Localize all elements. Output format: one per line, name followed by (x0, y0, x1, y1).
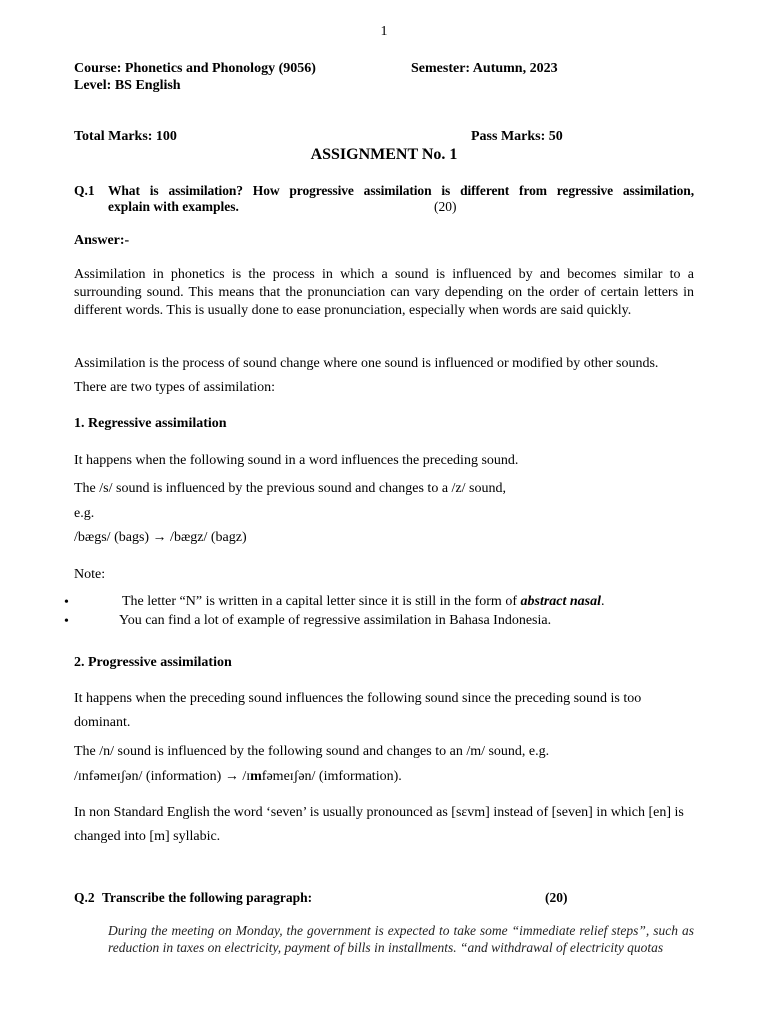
q2-paragraph: During the meeting on Monday, the government is expected to take some “immediate relief steps”, such as reduction in taxes on electricity, payment of bills in installments. “and withdrawal of electricity quotas (108, 923, 694, 955)
q1-question-line2: explain with examples. (108, 199, 239, 214)
progressive-example-m: m (250, 769, 262, 784)
note-bullet-2: You can find a lot of example of regressive assimilation in Bahasa Indonesia. (119, 613, 552, 628)
answer-paragraph-2: Assimilation is the process of sound change where one sound is influenced or modified by other sounds. There are two types of assimilation: (74, 356, 659, 395)
note-bullet-1 (122, 594, 605, 610)
pass-marks: Pass Marks: 50 (471, 129, 563, 144)
page-number: 1 (380, 24, 388, 39)
assignment-title: ASSIGNMENT No. 1 (310, 146, 458, 163)
q1-question-line1: What is assimilation? How progressive assimilation is different from regressive assimilation, (108, 183, 694, 198)
progressive-line-1: It happens when the preceding sound influences the following sound since the preceding sound is too dominant. (74, 691, 642, 730)
course-label: Course: Phonetics and Phonology (9056) (74, 61, 316, 76)
progressive-line-3: In non Standard English the word ‘seven’ is usually pronounced as [sɛvm] instead of [seven] in which [en] is changed into [m] syllabic. (74, 805, 684, 844)
q2-question: Transcribe the following paragraph: (102, 890, 313, 905)
q1-marks: (20) (434, 199, 457, 214)
abstract-nasal-emphasis: abstract nasal (520, 594, 602, 609)
note-bullet-1-end: . (601, 594, 605, 609)
bullet-marker: • (64, 614, 69, 629)
progressive-example-start: /ɪnfəmeɪʃən/ (information) → /ɪ (74, 769, 251, 784)
progressive-example-end: fəmeɪʃən/ (imformation). (261, 769, 402, 784)
regressive-eg: e.g. (74, 506, 95, 521)
answer-paragraph-1: Assimilation in phonetics is the process in which a sound is influenced by and becomes similar to a surrounding sound. This means that the pronunciation can vary depending on the order of certain letters in different words. This is usually done to ease pronunciation, especially when words are said quickly. (74, 267, 694, 318)
note-label: Note: (74, 567, 106, 582)
level-label: Level: BS English (74, 78, 181, 93)
semester-label: Semester: Autumn, 2023 (411, 61, 558, 76)
q2-number: Q.2 (74, 890, 95, 905)
regressive-line-2: The /s/ sound is influenced by the previous sound and changes to a /z/ sound, (74, 481, 506, 496)
q2-marks: (20) (545, 890, 568, 905)
progressive-line-2: The /n/ sound is influenced by the following sound and changes to an /m/ sound, e.g. (74, 744, 550, 759)
progressive-heading: 2. Progressive assimilation (74, 655, 232, 670)
q1-number: Q.1 (74, 183, 95, 198)
bullet-marker: • (64, 595, 69, 610)
total-marks: Total Marks: 100 (74, 129, 177, 144)
regressive-heading: 1. Regressive assimilation (74, 416, 227, 431)
note-bullet-1-text: The letter “N” is written in a capital letter since it is still in the form of (122, 594, 521, 609)
regressive-line-1: It happens when the following sound in a word influences the preceding sound. (74, 453, 519, 468)
regressive-example: /bægs/ (bags) → /bægz/ (bagz) (74, 530, 247, 545)
progressive-example (74, 769, 402, 785)
answer-label: Answer:- (74, 233, 130, 248)
